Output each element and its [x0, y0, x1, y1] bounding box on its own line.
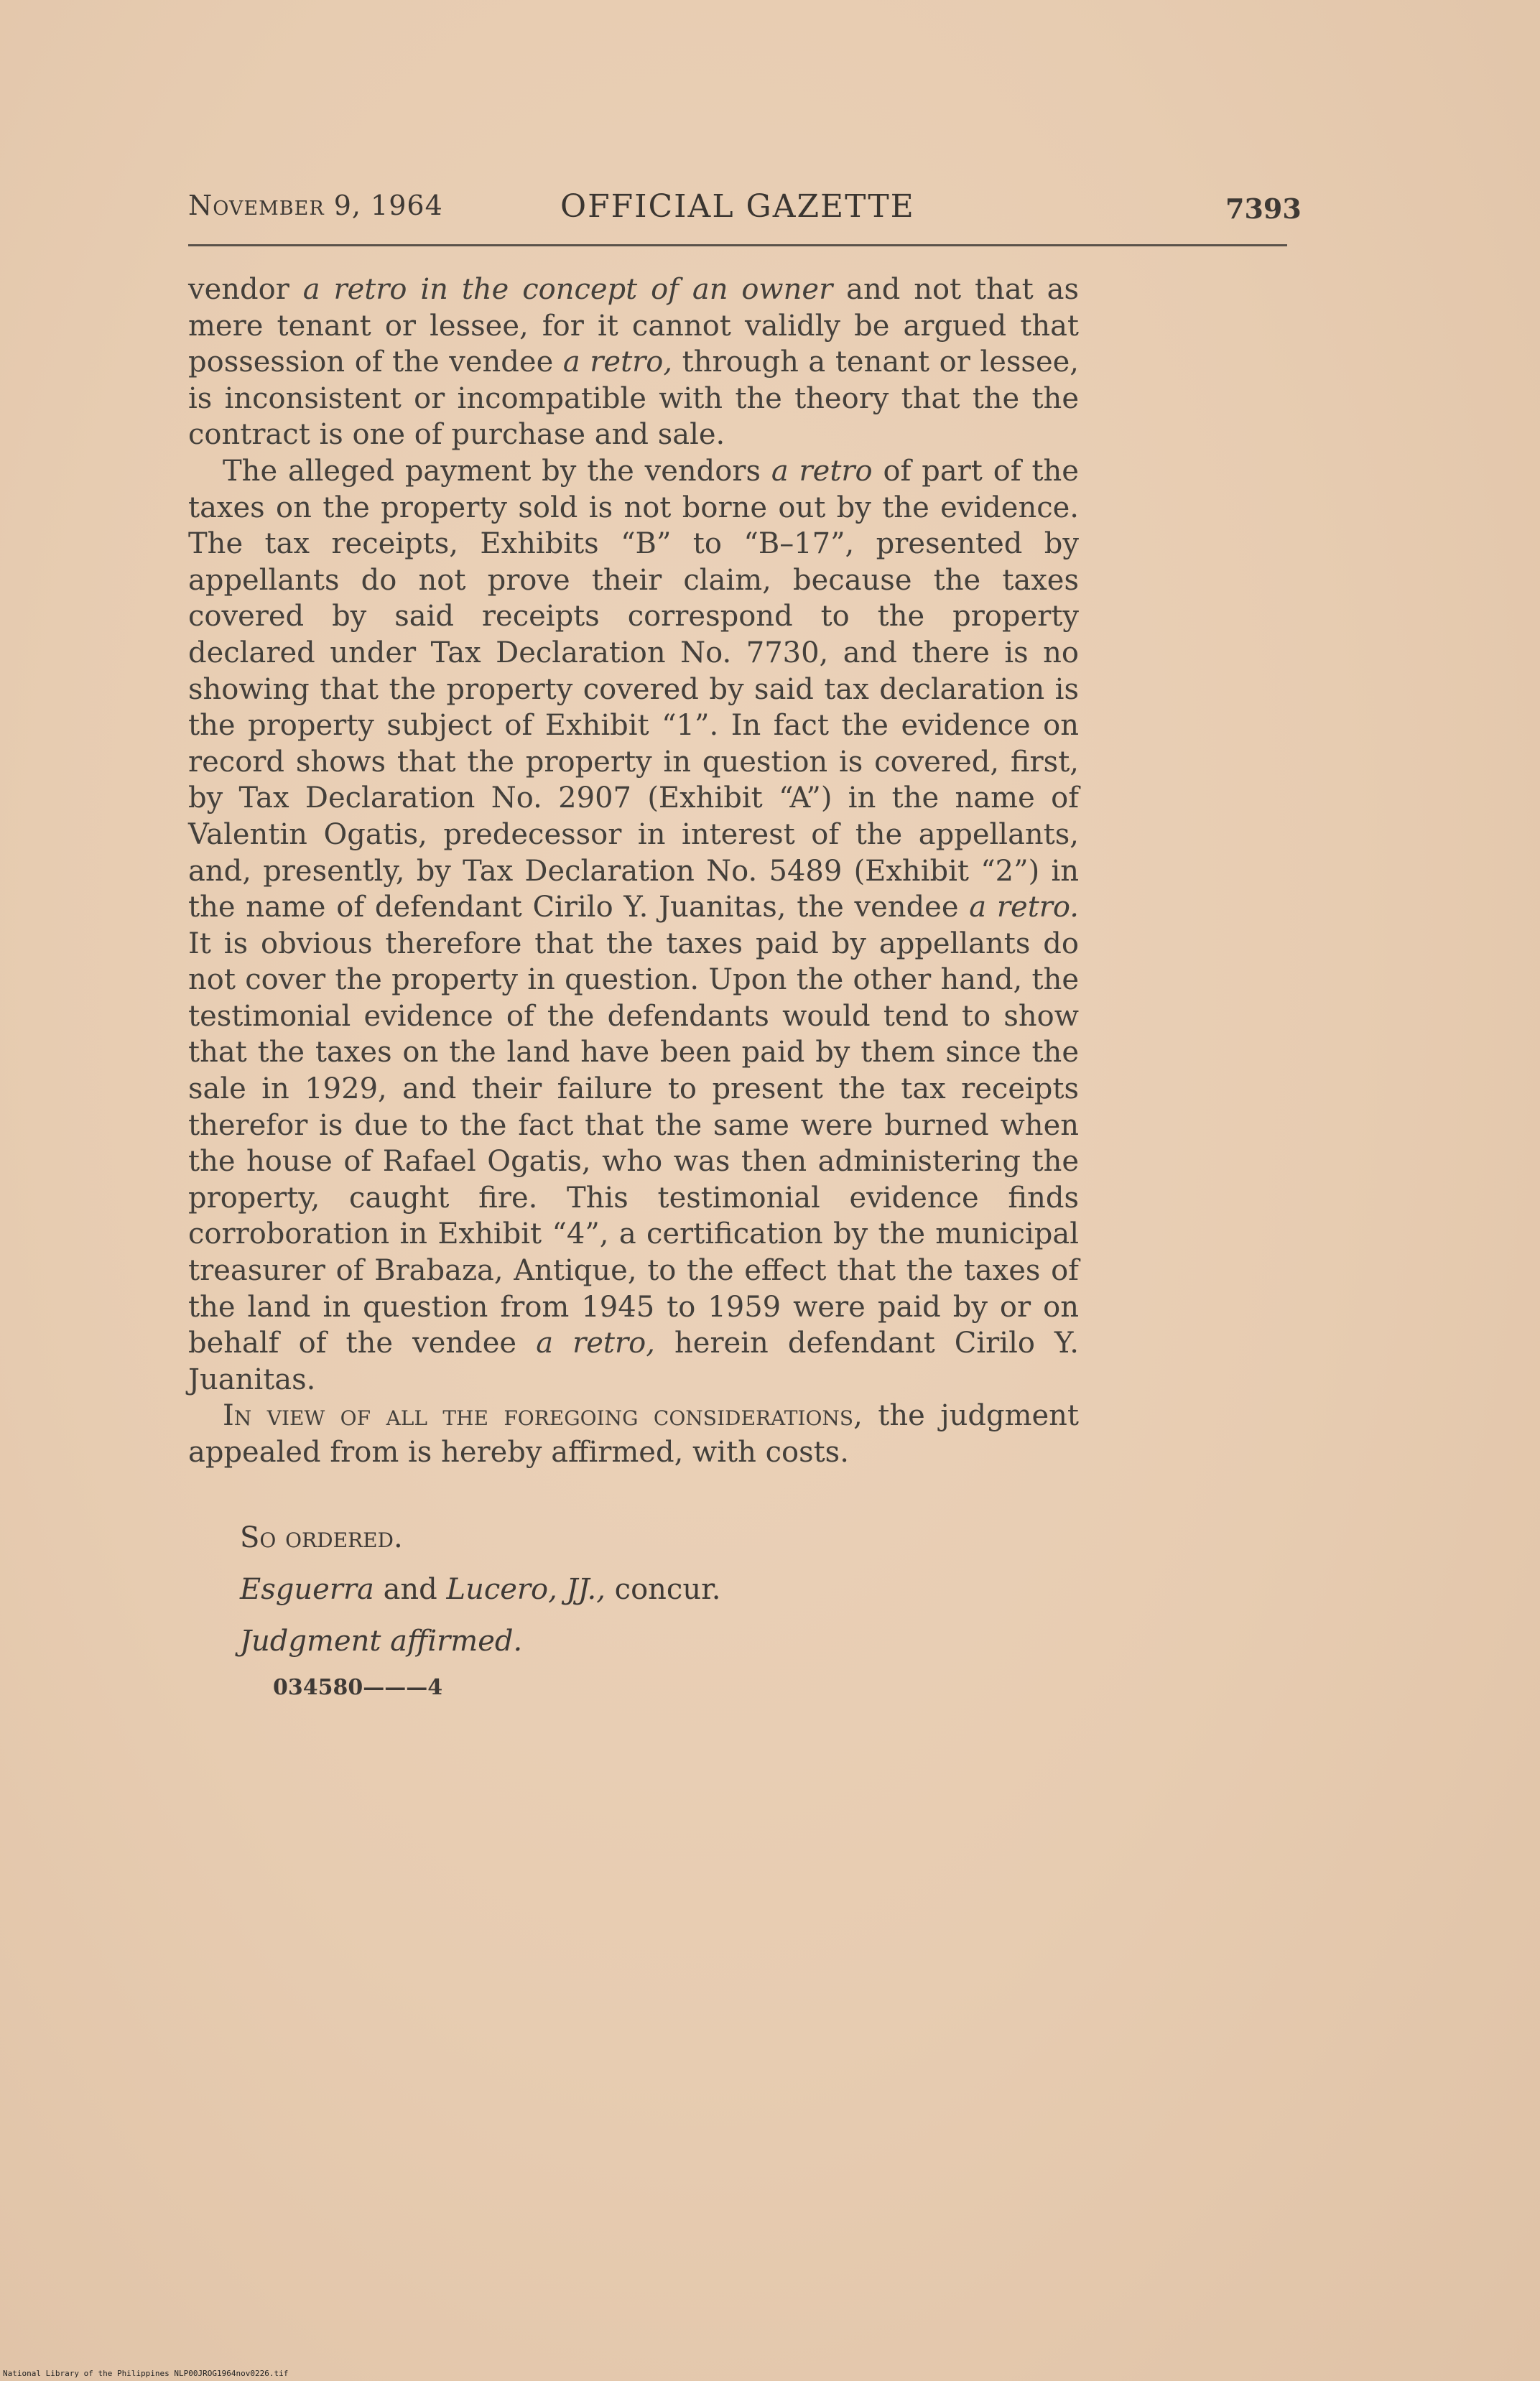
scan-footer: National Library of the Philippines NLP00JROG1964nov0226.tif — [3, 2369, 289, 2378]
paragraph-1: vendor a retro in the concept of an owner and not that as mere tenant or lessee, for it cannot validly be argued that possession of the vendee a retro, through a tenant or lessee, is inconsistent or incompatible with the theory that the the contract is one of purchase and sale. — [188, 273, 1080, 452]
header-page-number: 7393 — [1225, 192, 1302, 225]
header-title: OFFICIAL GAZETTE — [560, 188, 915, 225]
paragraph-3: In view of all the foregoing considerations, the judgment appealed from is hereby affirmed, with costs. — [188, 1399, 1079, 1469]
header-rule — [188, 244, 1287, 246]
print-code: 034580———4 — [273, 1675, 443, 1700]
paragraph-2: The alleged payment by the vendors a retro of part of the taxes on the property sold is not borne out by the evidence. The tax receipts, Exhibits “B” to “B–17”, presented by appellants do not prove their claim, because the taxes covered by said receipts correspond to the property declared under Tax Declaration No. 7730, and there is no showing that the property covered by said tax declaration is the property subject of Exhibit “1”. In fact the evidence on record shows that the property in question is covered, first, by Tax Declaration No. 2907 (Exhibit “A”) in the name of Valentin Ogatis, predecessor in interest of the appellants, and, presently, by Tax Declaration No. 5489 (Exhibit “2”) in the name of defendant Cirilo Y. Juanitas, the vendee a retro. It is obvious therefore that the taxes paid by appellants do not cover the property in question. Upon the other hand, the testimonial evidence of the defendants would tend to show that the taxes on the land have been paid by them since the sale in 1929, and their failure to present the tax receipts therefor is due to the fact that the same were burned when the house of Rafael Ogatis, who was then administering the property, caught fire. This testimonial evidence finds corroboration in Exhibit “4”, a certification by the municipal treasurer of Brabaza, Antique, to the effect that the taxes of the land in question from 1945 to 1959 were paid by or on behalf of the vendee a retro, herein defendant Cirilo Y. Juanitas. — [188, 454, 1079, 1396]
header-date: November 9, 1964 — [188, 190, 443, 221]
body-text — [188, 271, 1079, 1471]
judgment-affirmed: Judgment affirmed. — [240, 1625, 523, 1658]
so-ordered: So ordered. — [240, 1521, 403, 1554]
concurrence: Esguerra and Lucero, JJ., concur. — [240, 1573, 721, 1606]
